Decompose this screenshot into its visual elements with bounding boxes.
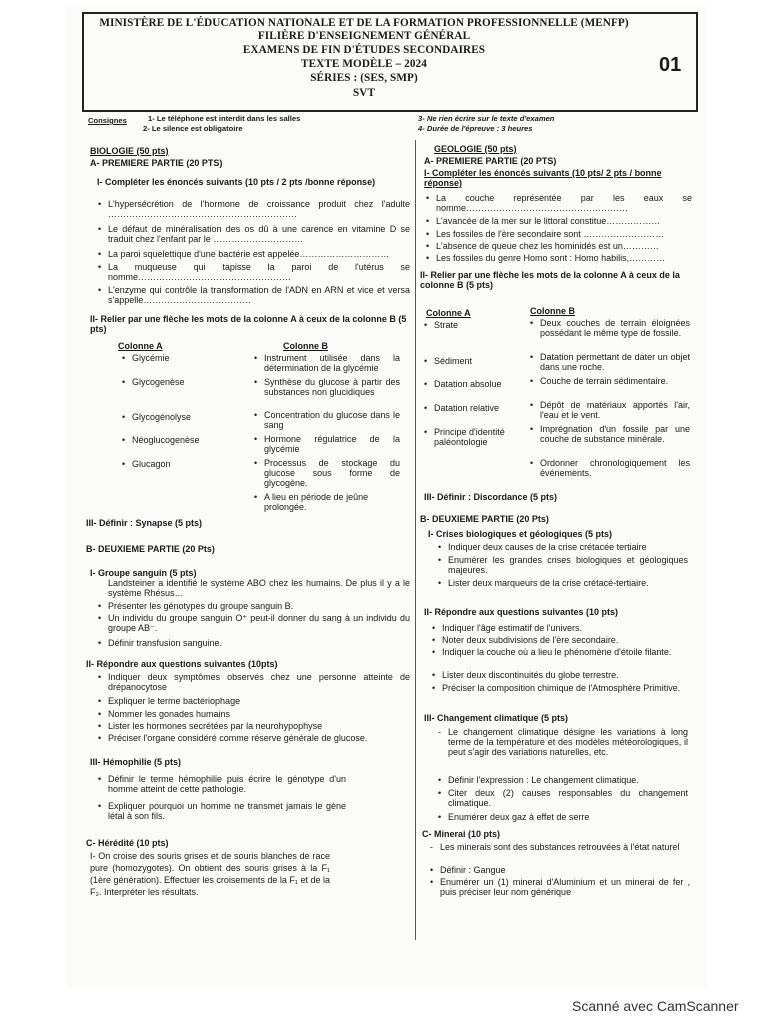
consigne-2: 2- Le silence est obligatoire: [143, 124, 243, 133]
filiere-line: FILIÈRE D'ENSEIGNEMENT GÉNÉRAL: [257, 30, 471, 42]
geologie-col-b-item: • Imprégnation d'un fossile par une couche de substance minérale.: [540, 424, 690, 444]
biologie-col-b-item: • Hormone régulatrice de la glycémie: [264, 434, 400, 454]
geologie-b-ii-item: • Indiquer la couche où a lieu le phénomène d'étoile filante.: [442, 647, 692, 657]
geologie-col-b-item: • Dépôt de matériaux apportés l'air, l'eau et le vent.: [540, 400, 690, 420]
geologie-b-i-heading: I- Crises biologiques et géologiques (5 pts): [428, 529, 613, 539]
geologie-b-iii-item: • Enumérer deux gaz à effet de serre: [448, 812, 688, 822]
biologie-iii: III- Définir : Synapse (5 pts): [86, 518, 203, 528]
geologie-col-b-item: • Ordonner chronologiquement les événements.: [540, 458, 690, 478]
geologie-ii-heading: II- Relier par une flèche les mots de la colonne A à ceux de la colonne B (5 pts): [420, 270, 680, 290]
biologie-title: BIOLOGIE (50 pts): [90, 146, 169, 156]
biologie-col-a-item: • Néoglucogenèse: [132, 435, 200, 445]
geologie-i-item: • Les fossiles de l'ère secondaire sont ………………………: [436, 229, 692, 239]
geologie-col-b-item: • Datation permettant de dater un objet dans une roche.: [540, 352, 690, 372]
biologie-i-item: • L'hypersécrétion de l'hormone de croissance produit chez l'adulte ………………………………………………………: [108, 199, 410, 219]
biologie-b-iii-item: • Expliquer pourquoi un homme ne transmet jamais le gène létal à son fils.: [108, 801, 346, 821]
header-box: [82, 12, 698, 112]
geologie-col-b-item: • Couche de terrain sédimentaire.: [540, 376, 690, 386]
biologie-ii-heading: II- Relier par une flèche les mots de la colonne A à ceux de la colonne B (5 pts): [90, 314, 407, 334]
geologie-col-a-item: • Strate: [434, 320, 458, 330]
biologie-b-i-item: • Définir transfusion sanguine.: [108, 638, 410, 648]
geologie-title: GEOLOGIE (50 pts): [434, 144, 517, 154]
consigne-1: 1- Le téléphone est interdit dans les salles: [148, 114, 301, 123]
biologie-col-b-item: • Concentration du glucose dans le sang: [264, 410, 400, 430]
geologie-b-ii-item: • Préciser la composition chimique de l'Atmosphère Primitive.: [442, 683, 692, 693]
geologie-b-iii-heading: III- Changement climatique (5 pts): [424, 713, 569, 723]
biologie-b-ii-item: • Indiquer deux symptômes observés chez une personne atteinte de drépanocytose: [108, 672, 410, 692]
geologie-col-a-item: • Datation relative: [434, 403, 499, 413]
biologie-col-b-item: • A lieu en période de jeûne prolongée.: [264, 492, 400, 512]
geologie-col-b-item: • Deux couches de terrain éloignées possédant le même type de fossile.: [540, 318, 690, 338]
consigne-3: 3- Ne rien écrire sur le texte d'examen: [418, 114, 555, 123]
geologie-c-intro: - Les minerais sont des substances retrouvées à l'état naturel: [440, 842, 690, 852]
biologie-b-ii-item: • Préciser l'organe considéré comme réserve générale de glucose.: [108, 733, 410, 743]
exam-number: 01: [659, 54, 682, 76]
biologie-b-i-heading: I- Groupe sanguin (5 pts): [90, 568, 197, 578]
geologie-i-heading: I- Compléter les énoncés suivants (10 pts/ 2 pts / bonne réponse): [424, 168, 662, 188]
modele-line: TEXTE MODÈLE – 2024: [301, 58, 427, 70]
biologie-b-i-item: • Un individu du groupe sanguin O⁺ peut-il donner du sang à un individu du groupe AB⁻.: [108, 613, 410, 633]
biologie-b-ii-heading: II- Répondre aux questions suivantes (10pts): [86, 659, 278, 669]
geologie-col-a-item: • Datation absolue: [434, 379, 502, 389]
geologie-part-c: C- Minerai (10 pts): [422, 829, 501, 839]
exam-line: EXAMENS DE FIN D'ÉTUDES SECONDAIRES: [242, 44, 486, 56]
biologie-i-item: • L'enzyme qui contrôle la transformation de l'ADN en ARN et vice et versa s'appelle………………………………: [108, 285, 410, 305]
biologie-col-a-label: Colonne A: [118, 341, 163, 351]
biologie-part-a: A- PREMIERE PARTIE (20 PTS): [90, 158, 223, 168]
biologie-c-text: I- On croise des souris grises et de souris blanches de race pure (homozygotes). On obtient des souris grises à la F₁ (1ère génération). Effectuer les croisements de la F₁ et de la F₂. Interpréter les résultats.: [90, 851, 330, 897]
series-line: SÉRIES : (SES, SMP): [310, 72, 418, 84]
geologie-b-iii-intro: - Le changement climatique désigne les variations à long terme de la température et des modèles météorologiques, il peut s'agir des variations naturelles, etc.: [448, 727, 688, 757]
biologie-b-ii-item: • Expliquer le terme bactériophage: [108, 696, 410, 706]
geologie-c-item: • Enumérer un (1) minerai d'Aluminium et un minerai de fer , puis préciser leur nom générique: [440, 877, 690, 897]
biologie-col-b-item: • Instrument utilisée dans la détermination de la glycémie: [264, 353, 400, 373]
geologie-iii: III- Définir : Discordance (5 pts): [424, 492, 558, 502]
geologie-part-b: B- DEUXIEME PARTIE (20 Pts): [420, 514, 549, 524]
biologie-i-item: • La paroi squelettique d'une bactérie est appelée…………………………: [108, 249, 410, 259]
geologie-i-item: • La couche représentée par les eaux se nomme………………………………………………: [436, 193, 692, 213]
biologie-b-ii-item: • Lister les hormones secrétées par la neurohypophyse: [108, 721, 410, 731]
biologie-i-item: • Le défaut de minéralisation des os dû à une carence en vitamine D se traduit chez l'enfant par le …………………………: [108, 224, 410, 244]
biologie-b-i-item: • Présenter les génotypes du groupe sanguin B.: [108, 601, 410, 611]
biologie-col-b-item: • Synthèse du glucose à partir des substances non glucidiques: [264, 377, 400, 397]
geologie-part-a: A- PREMIERE PARTIE (20 PTS): [424, 156, 557, 166]
biologie-col-a-item: • Glycogénolyse: [132, 412, 191, 422]
biologie-part-b: B- DEUXIEME PARTIE (20 Pts): [86, 544, 215, 554]
biologie-col-b-label: Colonne B: [283, 341, 328, 351]
geologie-col-a-item: • Sédiment: [434, 356, 472, 366]
biologie-i-heading: I- Compléter les énoncés suivants (10 pts / 2 pts /bonne réponse): [97, 177, 376, 187]
consigne-4: 4- Durée de l'épreuve : 3 heures: [418, 124, 533, 133]
biologie-col-a-item: • Glucagon: [132, 459, 171, 469]
biologie-b-iii-heading: III- Hémophilie (5 pts): [90, 757, 182, 767]
geologie-i-item: • Les fossiles du genre Homo sont : Homo habilis,…………: [436, 253, 692, 263]
geologie-b-i-item: • Indiquer deux causes de la crise crétacée tertiaire: [448, 542, 688, 552]
geologie-b-iii-item: • Définir l'expression : Le changement climatique.: [448, 775, 688, 785]
biologie-b-ii-item: • Nommer les gonades humains: [108, 709, 410, 719]
biologie-col-a-item: • Glycémie: [132, 353, 170, 363]
geologie-b-ii-heading: II- Répondre aux questions suivantes (10 pts): [424, 607, 619, 617]
geologie-i-item: • L'absence de queue chez les hominidés est un…………: [436, 241, 692, 251]
geologie-b-iii-item: • Citer deux (2) causes responsables du changement climatique.: [448, 788, 688, 808]
geologie-b-ii-item: • Lister deux discontinuités du globe terrestre.: [442, 670, 692, 680]
biologie-col-b-item: • Processus de stockage du glucose sous forme de glycogène.: [264, 458, 400, 488]
consignes-label: Consignes: [88, 116, 127, 125]
geologie-col-a-item: • Principe d'identité paléontologie: [434, 427, 506, 447]
geologie-i-item: • L'avancée de la mer sur le littoral constitue………………: [436, 216, 692, 226]
subject-line: SVT: [352, 87, 376, 99]
biologie-col-a-item: • Glycogenèse: [132, 377, 185, 387]
biologie-b-iii-item: • Définir le terme hémophilie puis écrire le génotype d'un homme atteint de cette pathologie.: [108, 774, 346, 794]
geologie-col-b-label: Colonne B: [530, 306, 575, 316]
camscanner-watermark: Scanné avec CamScanner: [572, 998, 739, 1014]
geologie-b-ii-item: • Indiquer l'âge estimatif de l'univers.: [442, 623, 692, 633]
ministry-line: MINISTÈRE DE L'ÉDUCATION NATIONALE ET DE LA FORMATION PROFESSIONNELLE (MENFP): [99, 17, 629, 29]
geologie-b-i-item: • Lister deux marqueurs de la crise crétacé-tertiaire.: [448, 578, 688, 588]
geologie-c-item: • Définir : Gangue: [440, 865, 690, 875]
geologie-col-a-label: Colonne A: [426, 308, 471, 318]
biologie-i-item: • La muqueuse qui tapisse la paroi de l'utérus se nomme……………………………………………: [108, 262, 410, 282]
biologie-b-i-intro: Landsteiner a identifié le système ABO chez les humains. De plus il y a le système Rhésus…: [108, 578, 410, 598]
column-divider: [415, 140, 416, 940]
geologie-b-i-item: • Enumérer les grandes crises biologiques et géologiques majeures.: [448, 555, 688, 575]
geologie-b-ii-item: • Noter deux subdivisions de l'ère secondaire.: [442, 635, 692, 645]
biologie-part-c: C- Hérédité (10 pts): [86, 838, 169, 848]
